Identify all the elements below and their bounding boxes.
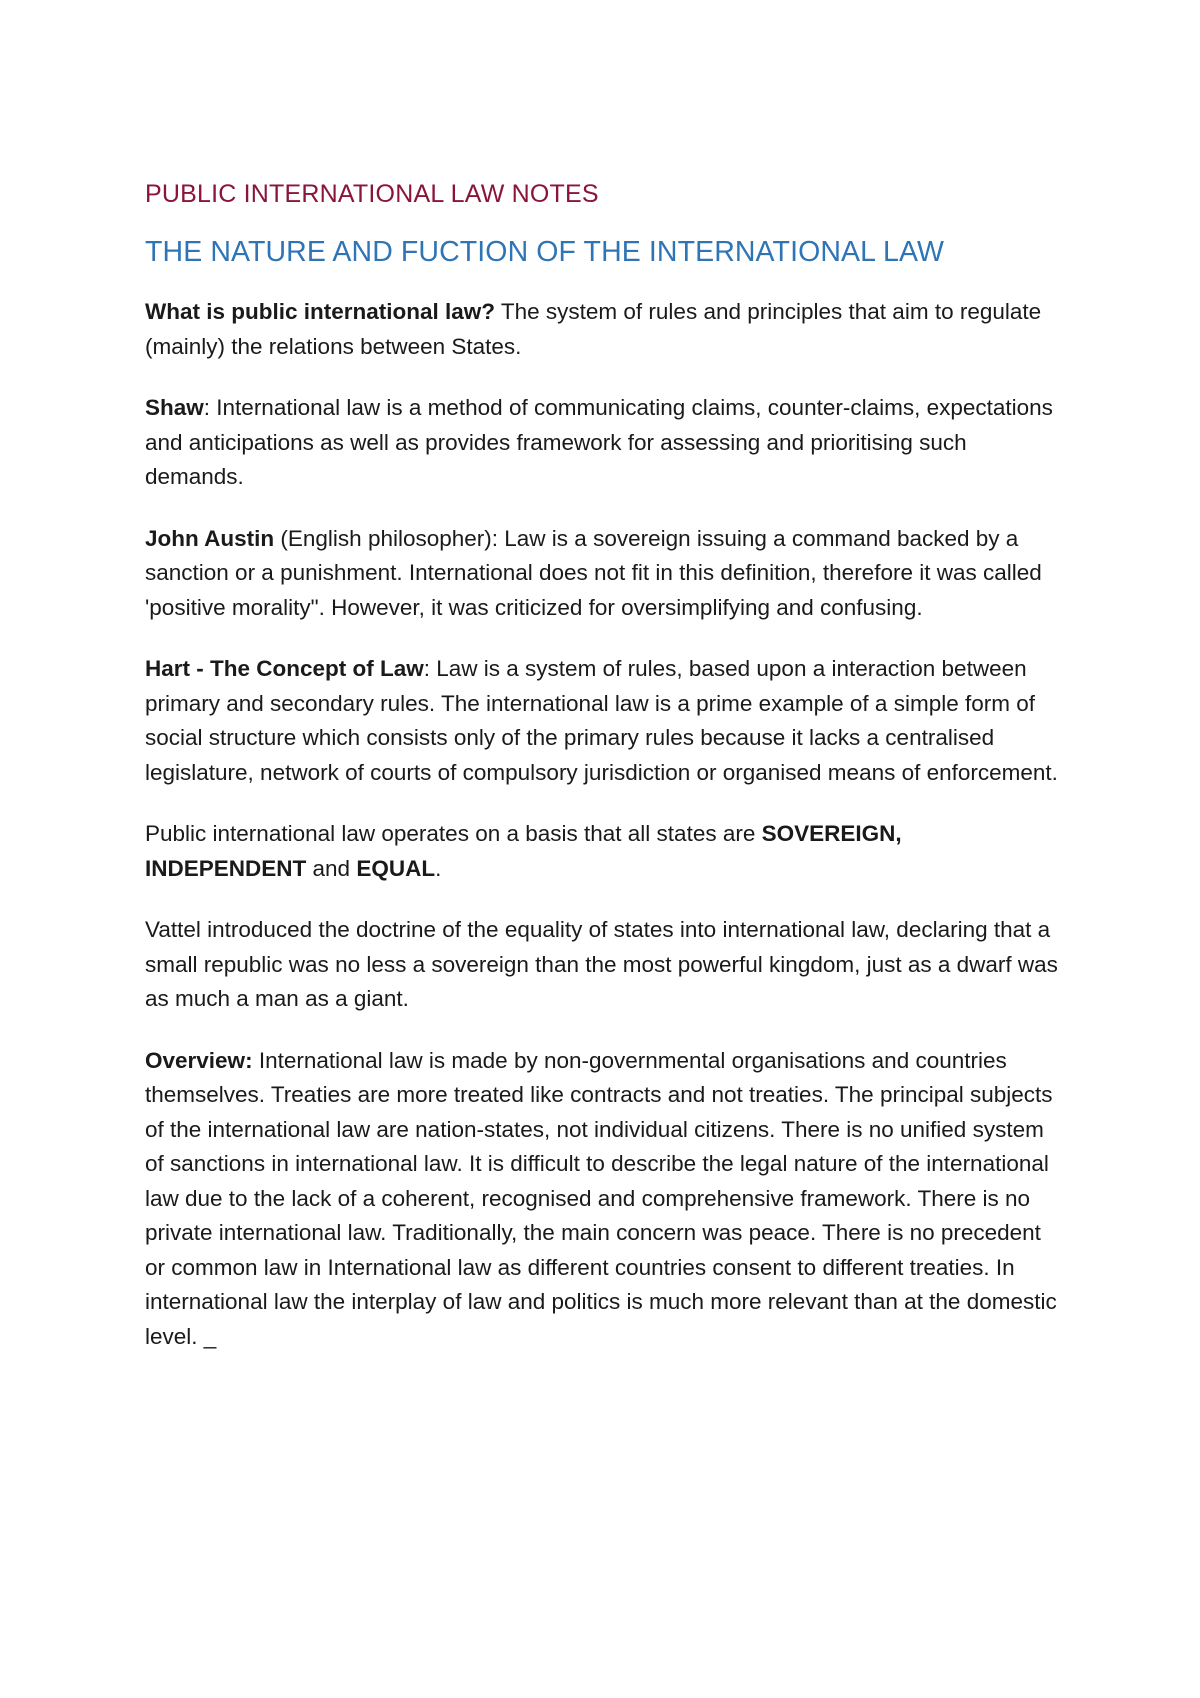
paragraph-emphasis: SOVEREIGN, INDEPENDENT	[145, 821, 902, 881]
paragraph-emphasis: EQUAL	[356, 855, 436, 881]
paragraph-text: International law is made by non-governmental organisations and countries themselves. Treaties are more treated like contracts and not treaties. The principal subjects of the international law are nation-states, not individual citizens. There is no unified system of sanctions in international law. It is difficult to describe the legal nature of the international law due to the lack of a coherent, recognised and comprehensive framework. There is no private international law. Traditionally, the main concern was peace. There is no precedent or common law in International law as different countries consent to different treaties. In international law the interplay of law and politics is much more relevant than at the domestic level. _	[145, 1047, 1057, 1349]
paragraph-austin	[145, 522, 1060, 626]
paragraph-definition	[145, 295, 1060, 364]
document-title: PUBLIC INTERNATIONAL LAW NOTES	[145, 180, 599, 208]
paragraph-text: .	[435, 855, 442, 881]
paragraph-text: : Law is a system of rules, based upon a interaction between primary and secondary rules. The international law is a prime example of a simple form of social structure which consists only of the primary rules because it lacks a centralised legislature, network of courts of compulsory jurisdiction or organised means of enforcement.	[145, 656, 1058, 785]
paragraph-lead: Overview:	[145, 1047, 253, 1073]
paragraph-text: and	[306, 855, 357, 881]
paragraph-lead: Shaw	[145, 395, 204, 420]
paragraph-hart	[145, 652, 1060, 790]
section-title: THE NATURE AND FUCTION OF THE INTERNATIONAL LAW	[145, 236, 945, 268]
paragraph-text: : International law is a method of communicating claims, counter-claims, expectations and anticipations as well as provides framework for assessing and prioritising such demands.	[145, 395, 1053, 489]
paragraph-text: The system of rules and principles that aim to regulate (mainly) the relations between States.	[145, 299, 1042, 359]
paragraph-lead: What is public international law?	[145, 299, 496, 324]
paragraph-text: Vattel introduced the doctrine of the equality of states into international law, declaring that a small republic was no less a sovereign than the most powerful kingdom, just as a dwarf was as much a man as a giant.	[145, 917, 1058, 1011]
paragraph-sovereign	[145, 817, 1060, 886]
paragraph-overview	[145, 1044, 1060, 1355]
paragraph-lead: John Austin	[145, 525, 275, 551]
paragraph-shaw	[145, 391, 1060, 495]
paragraph-text: (English philosopher): Law is a sovereign issuing a command backed by a sanction or a punishment. International does not fit in this definition, therefore it was called 'positive morality". However, it was criticized for oversimplifying and confusing.	[145, 525, 1042, 620]
paragraph-text: Public international law operates on a basis that all states are	[145, 821, 762, 846]
paragraph-lead: Hart - The Concept of Law	[145, 656, 424, 681]
paragraph-vattel	[145, 913, 1060, 1017]
